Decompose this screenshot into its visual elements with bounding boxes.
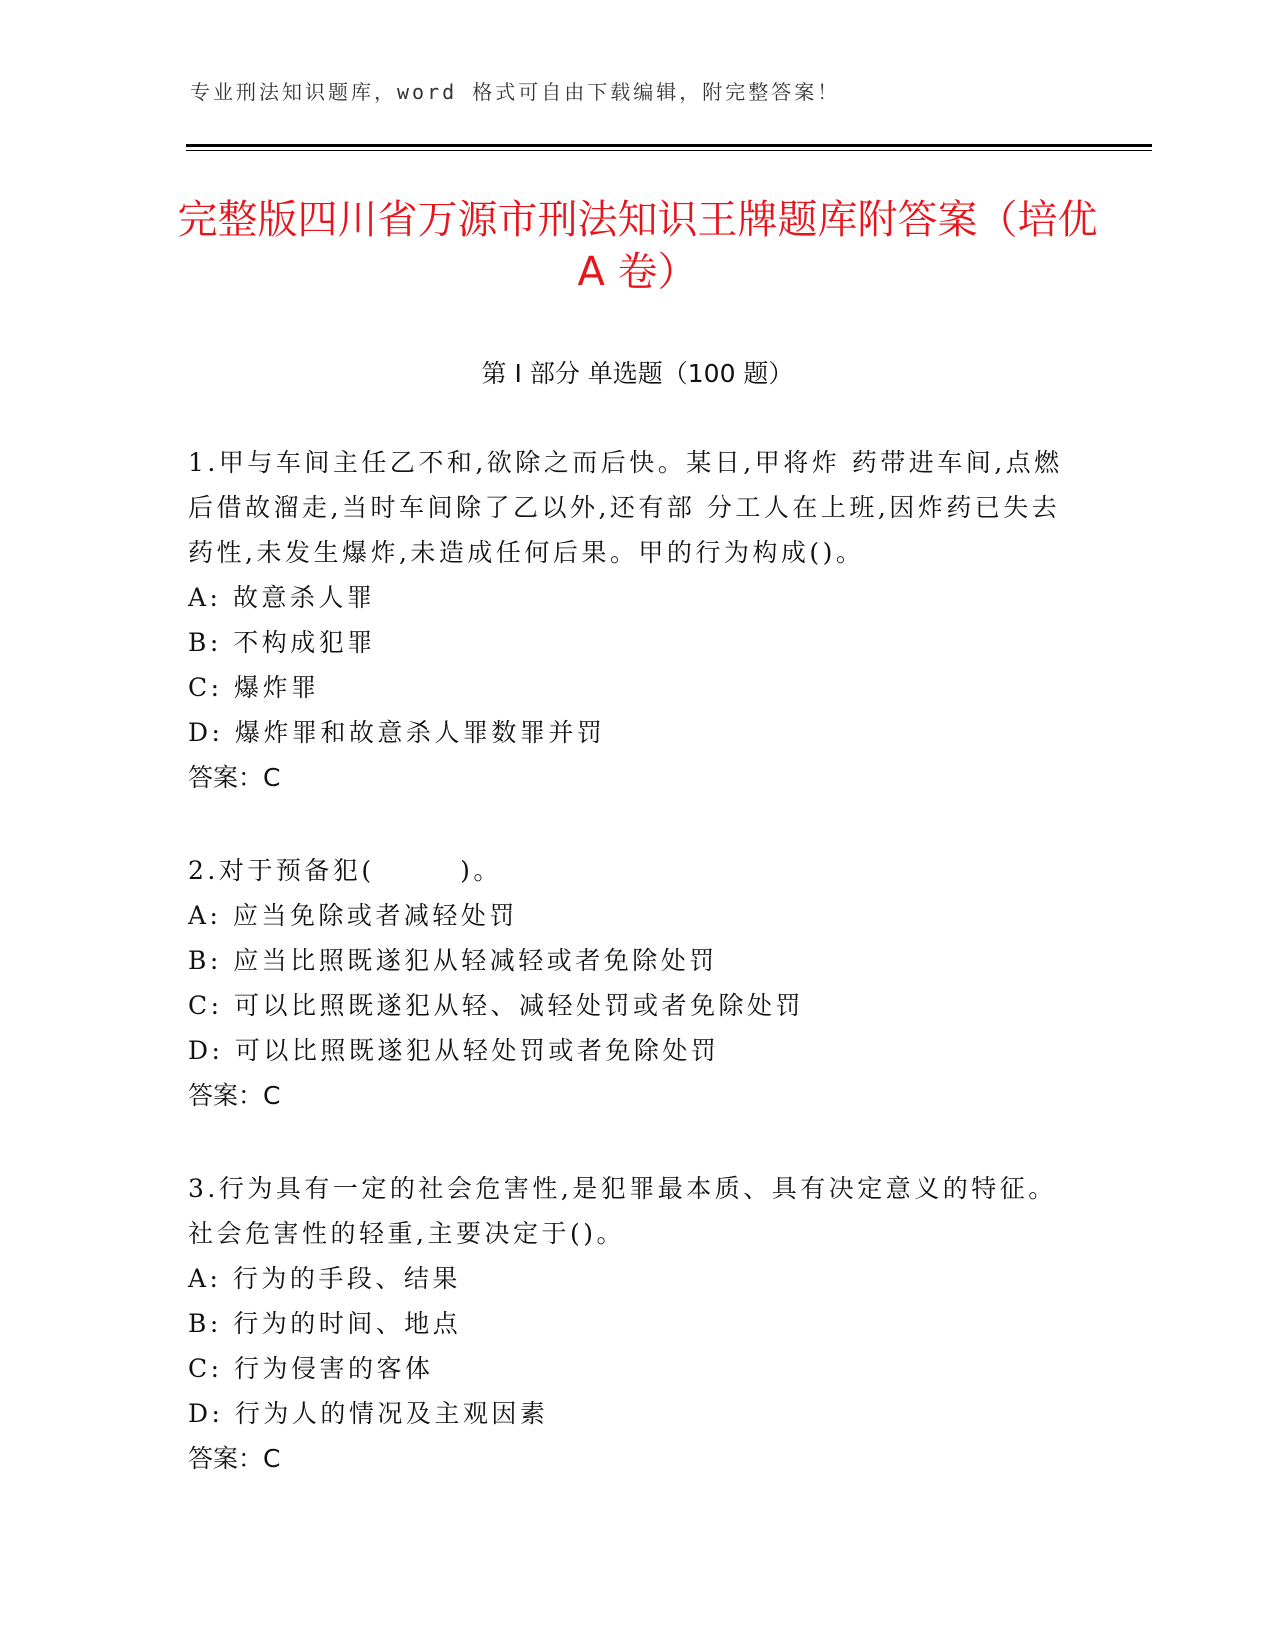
option-b: B: 不构成犯罪 — [188, 628, 376, 657]
question-1 — [188, 440, 1068, 800]
option-a: A: 应当免除或者减轻处罚 — [188, 901, 518, 930]
option-d: D: 爆炸罪和故意杀人罪数罪并罚 — [188, 718, 606, 747]
question-stem: 1.甲与车间主任乙不和,欲除之而后快。某日,甲将炸 药带进车间,点燃后借故溜走,当时车间除了乙以外,还有部 分工人在上班,因炸药已失去药性,未发生爆炸,未造成任何后果。甲的行为构成()。 — [188, 448, 1063, 567]
document-title: 完整版四川省万源市刑法知识王牌题库附答案（培优 A 卷） — [177, 197, 1098, 295]
question-stem: 3.行为具有一定的社会危害性,是犯罪最本质、具有决定意义的特征。社会危害性的轻重,主要决定于()。 — [188, 1174, 1057, 1248]
question-2 — [188, 848, 1068, 1118]
question-3 — [188, 1166, 1068, 1481]
answer: 答案：C — [188, 1444, 281, 1473]
option-b: B: 应当比照既遂犯从轻减轻或者免除处罚 — [188, 946, 718, 975]
answer: 答案：C — [188, 763, 281, 792]
option-c: C: 可以比照既遂犯从轻、减轻处罚或者免除处罚 — [188, 991, 804, 1020]
section-title: 第 I 部分 单选题（100 题） — [481, 359, 794, 388]
option-a: A: 故意杀人罪 — [188, 583, 376, 612]
question-stem: 2.对于预备犯( )。 — [188, 856, 502, 885]
option-d: D: 可以比照既遂犯从轻处罚或者免除处罚 — [188, 1036, 720, 1065]
question-list — [188, 440, 1068, 1529]
header-divider-thick — [186, 144, 1152, 147]
answer: 答案：C — [188, 1081, 281, 1110]
option-c: C: 行为侵害的客体 — [188, 1354, 434, 1383]
page-header-text: 专业刑法知识题库，word 格式可自由下载编辑，附完整答案！ — [190, 80, 841, 104]
option-c: C: 爆炸罪 — [188, 673, 320, 702]
header-divider-thin — [186, 150, 1152, 151]
option-d: D: 行为人的情况及主观因素 — [188, 1399, 549, 1428]
option-b: B: 行为的时间、地点 — [188, 1309, 462, 1338]
option-a: A: 行为的手段、结果 — [188, 1264, 461, 1293]
